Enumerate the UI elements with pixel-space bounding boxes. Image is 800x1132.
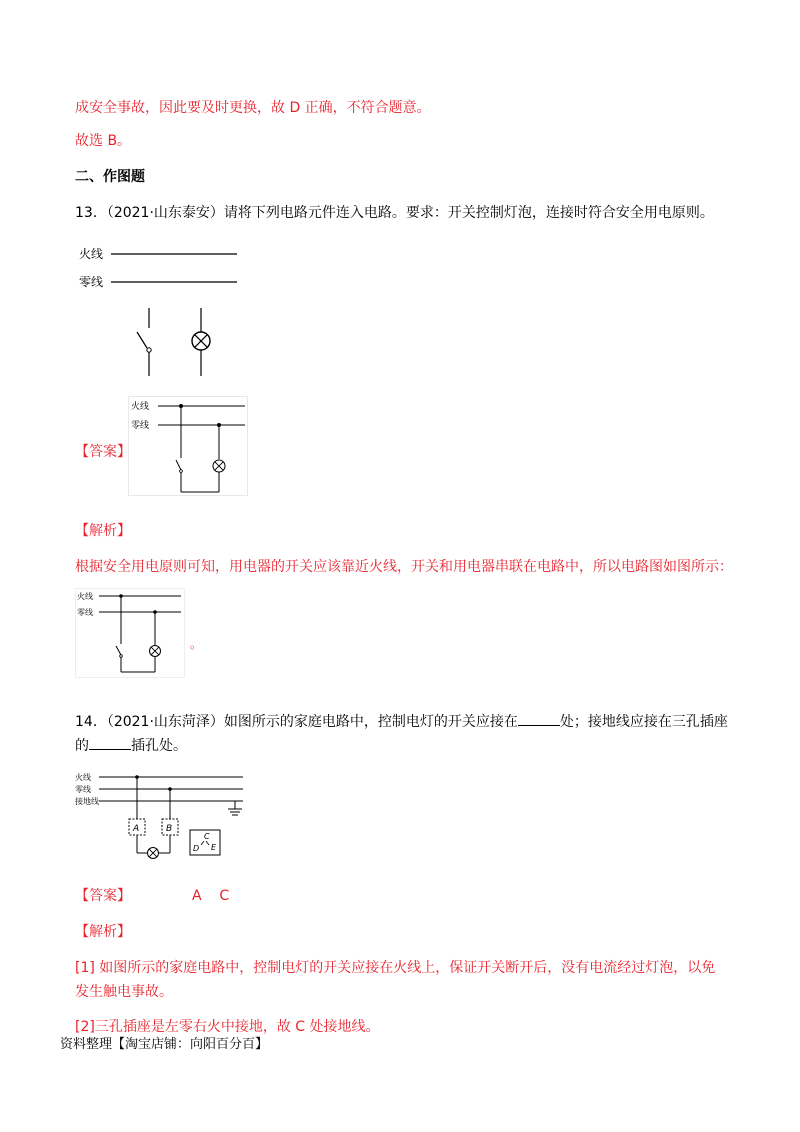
q14-blank-1 — [518, 711, 560, 726]
q13-stem: 13．（2021·山东泰安）请将下列电路元件连入电路。要求：开关控制灯泡，连接时符合安全用电原则。 — [75, 205, 714, 221]
q13-analysis-live-label: 火线 — [77, 592, 93, 601]
q14-stem-d: 插孔处。 — [131, 738, 187, 754]
prev-explanation-line1: 成安全事故，因此要及时更换，故 D 正确，不符合题意。 — [75, 100, 431, 116]
q14-fig-live-label: 火线 — [75, 773, 91, 782]
q13-fig-neutral-label: 零线 — [79, 275, 104, 289]
q14-fig-neutral-label: 零线 — [75, 785, 91, 794]
q14-stem-line1 — [75, 711, 728, 732]
q14-answer-values: A C — [192, 888, 230, 904]
q13-answer-figure — [128, 396, 248, 496]
q14-figure — [75, 768, 250, 868]
q14-blank-2 — [89, 735, 131, 750]
q13-analysis-tail: 。 — [190, 637, 203, 651]
q13-answer-label: 【答案】 — [75, 444, 131, 460]
q13-analysis-figure — [75, 588, 185, 678]
switch-symbol — [137, 308, 151, 376]
q14-fig-socket-c: C — [204, 832, 210, 841]
q14-stem-a: 14．（2021·山东菏泽）如图所示的家庭电路中，控制电灯的开关应接在 — [75, 714, 518, 730]
prev-explanation-line2: 故选 B。 — [75, 133, 132, 149]
q13-fig-live-label: 火线 — [79, 247, 104, 261]
q14-answer-label: 【答案】 — [75, 888, 131, 904]
q14-fig-ground-label: 接地线 — [75, 797, 99, 806]
q13-ans-live-label: 火线 — [131, 402, 150, 412]
q14-fig-box-a: A — [133, 824, 140, 834]
q13-analysis-text: 根据安全用电原则可知，用电器的开关应该靠近火线，开关和用电器串联在电路中，所以电路图如图所示： — [75, 559, 733, 575]
footer-note: 资料整理【淘宝店铺：向阳百分百】 — [60, 1037, 269, 1052]
q14-answer-row — [75, 886, 230, 906]
q13-ans-neutral-label: 零线 — [131, 421, 150, 431]
q14-stem-c: 的 — [75, 738, 89, 754]
q14-fig-socket-e: E — [211, 843, 217, 852]
q14-fig-box-b: B — [166, 824, 173, 834]
q14-stem-b: 处；接地线应接在三孔插座 — [559, 714, 728, 730]
lamp-symbol — [192, 308, 210, 376]
q13-analysis-neutral-label: 零线 — [77, 608, 93, 617]
section-title: 二、作图题 — [75, 169, 145, 185]
q13-question-figure — [75, 240, 255, 380]
q14-analysis-1b: 发生触电事故。 — [75, 984, 173, 1000]
q14-stem-line2 — [75, 735, 187, 756]
q14-analysis-label: 【解析】 — [75, 924, 131, 940]
q14-fig-socket-d: D — [193, 844, 200, 853]
q14-analysis-1a: [1] 如图所示的家庭电路中，控制电灯的开关应接在火线上，保证开关断开后，没有电流经过灯泡，以免 — [75, 960, 716, 976]
ground-symbol — [228, 801, 242, 815]
q13-analysis-label: 【解析】 — [75, 523, 131, 539]
q14-analysis-2: [2]三孔插座是左零右火中接地，故 C 处接地线。 — [75, 1019, 380, 1035]
